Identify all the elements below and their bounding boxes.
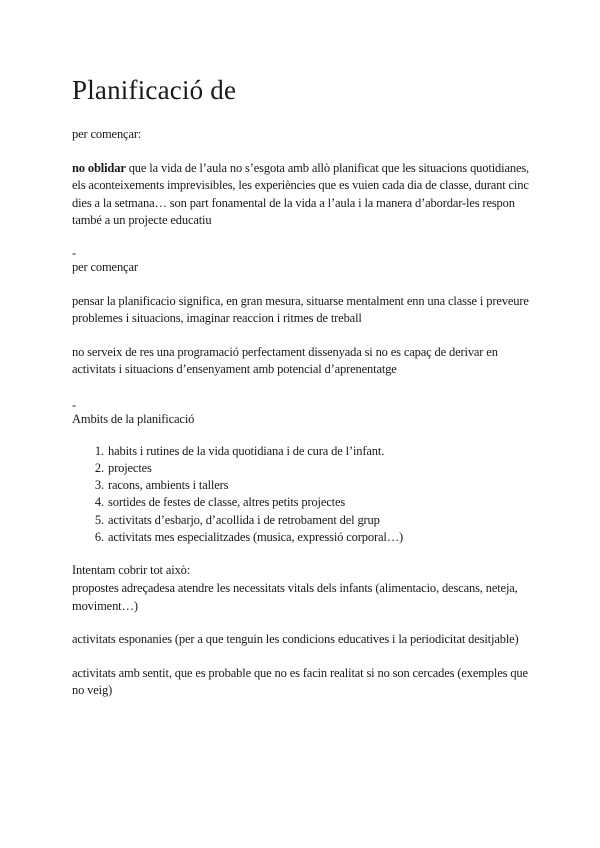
list-number: 5. [94,512,104,527]
ambits-list [72,443,532,547]
document-page [72,74,532,700]
list-number: 3. [94,478,104,493]
dash-separator: - [72,397,77,412]
paragraph-propostes: propostes adreçadesa atendre les necessitats vitals dels infants (alimentacio, descans, neteja, moviment…) [72,580,518,613]
list-item [72,443,532,460]
paragraph-planificacio: pensar la planificacio significa, en gran mesura, situarse mentalment enn una classe i preveure problemes i situacions, imaginar reaccion i ritmes de treball [72,293,529,326]
bold-emphasis: no oblidar [72,160,126,175]
list-text: habits i rutines de la vida quotidiana i de cura de l’infant. [108,443,385,458]
list-text: sortides de festes de classe, altres petits projectes [108,495,346,510]
list-item [72,512,532,529]
paragraph-no-oblidar [72,160,532,230]
document-title: Planificació de [72,75,237,105]
list-text: activitats d’esbarjo, d’acollida i de retrobament del grup [108,512,380,527]
section-label: per començar [72,259,138,274]
dash-separator: - [72,245,77,260]
list-number: 6. [94,530,104,545]
paragraph-espontanies: activitats esponanies (per a que tenguin les condicions educatives i la periodicitat desitjable) [72,632,519,647]
list-item [72,529,532,546]
list-item [72,494,532,511]
list-number: 4. [94,495,104,510]
paragraph-programacio: no serveix de res una programació perfectament dissenyada si no es capaç de derivar en activitats i situacions d’ensenyament amb potencial d’aprenentatge [72,344,498,377]
list-item [72,477,532,494]
list-text: racons, ambients i tallers [108,478,229,493]
section-label-intentam: Intentam cobrir tot això: [72,563,191,578]
paragraph-text: que la vida de l’aula no s’esgota amb allò planificat que les situacions quotidianes, els aconteixements imprevisibles, les experiències que es vuien cada dia de classe, durant cinc dies a la setmana… son part fonamental de la vida a l’aula i la manera d’abordar-les respon també a un projecte educatiu [72,160,530,228]
section-label-ambits: Ambits de la planificació [72,411,195,426]
list-text: projectes [108,460,152,475]
list-number: 1. [94,443,104,458]
list-item [72,460,532,477]
intro-label: per començar: [72,127,142,141]
paragraph-sentit: activitats amb sentit, que es probable que no es facin realitat si no son cercades (exemples que no veig) [72,665,528,698]
list-number: 2. [94,460,104,475]
list-text: activitats mes especialitzades (musica, expressió corporal…) [108,530,404,545]
